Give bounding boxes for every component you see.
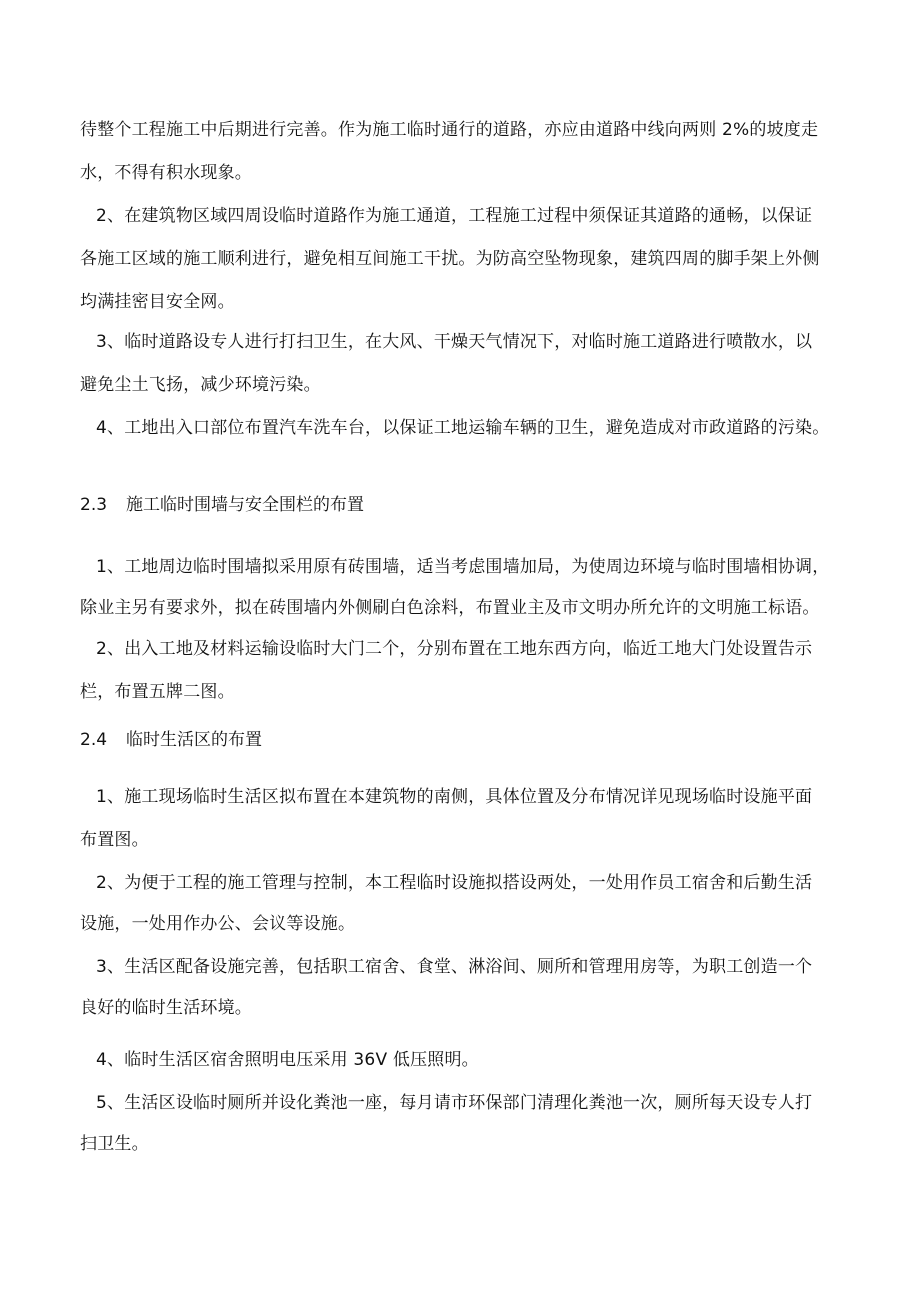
paragraph-line: 布置图。: [80, 830, 149, 850]
paragraph-line: 2、在建筑物区域四周设临时道路作为施工通道，工程施工过程中须保证其道路的通畅，以保证: [96, 206, 813, 226]
paragraph-line: 4、临时生活区宿舍照明电压采用 36V 低压照明。: [96, 1050, 479, 1070]
paragraph-line: 均满挂密目安全网。: [80, 292, 235, 312]
paragraph-line: 4、工地出入口部位布置汽车洗车台，以保证工地运输车辆的卫生，避免造成对市政道路的污染。: [96, 418, 830, 438]
paragraph-line: 5、生活区设临时厕所并设化粪池一座，每月请市环保部门清理化粪池一次，厕所每天设专人打: [96, 1093, 813, 1113]
paragraph-line: 3、临时道路设专人进行打扫卫生，在大风、干燥天气情况下，对临时施工道路进行喷散水，以: [96, 332, 813, 352]
paragraph-line: 1、施工现场临时生活区拟布置在本建筑物的南侧，具体位置及分布情况详见现场临时设施平面: [96, 787, 813, 807]
section-title: 临时生活区的布置: [126, 730, 262, 750]
paragraph-line: 良好的临时生活环境。: [80, 998, 252, 1018]
section-heading-2-3: [80, 493, 364, 517]
paragraph-line: 设施，一处用作办公、会议等设施。: [80, 914, 356, 934]
paragraph-line: 避免尘土飞扬，减少环境污染。: [80, 375, 321, 395]
paragraph-line: 1、工地周边临时围墙拟采用原有砖围墙，适当考虑围墙加局，为使周边环境与临时围墙相协调，: [96, 557, 830, 577]
paragraph-line: 2、为便于工程的施工管理与控制，本工程临时设施拟搭设两处，一处用作员工宿舍和后勤生活: [96, 873, 813, 893]
paragraph-line: 待整个工程施工中后期进行完善。作为施工临时通行的道路，亦应由道路中线向两则 2%的坡度走: [80, 120, 819, 140]
paragraph-line: 除业主另有要求外，拟在砖围墙内外侧刷白色涂料，布置业主及市文明办所允许的文明施工标语。: [80, 598, 820, 618]
paragraph-line: 各施工区域的施工顺利进行，避免相互间施工干扰。为防高空坠物现象，建筑四周的脚手架上外侧: [80, 249, 820, 269]
paragraph-line: 3、生活区配备设施完善，包括职工宿舍、食堂、淋浴间、厕所和管理用房等，为职工创造一个: [96, 957, 813, 977]
section-number: 2.3: [80, 495, 108, 515]
paragraph-line: 水，不得有积水现象。: [80, 163, 252, 183]
paragraph-line: 扫卫生。: [80, 1134, 149, 1154]
section-title: 施工临时围墙与安全围栏的布置: [126, 495, 364, 515]
section-heading-2-4: [80, 728, 262, 752]
paragraph-line: 栏，布置五牌二图。: [80, 682, 235, 702]
section-number: 2.4: [80, 730, 108, 750]
paragraph-line: 2、出入工地及材料运输设临时大门二个，分别布置在工地东西方向，临近工地大门处设置告示: [96, 639, 813, 659]
